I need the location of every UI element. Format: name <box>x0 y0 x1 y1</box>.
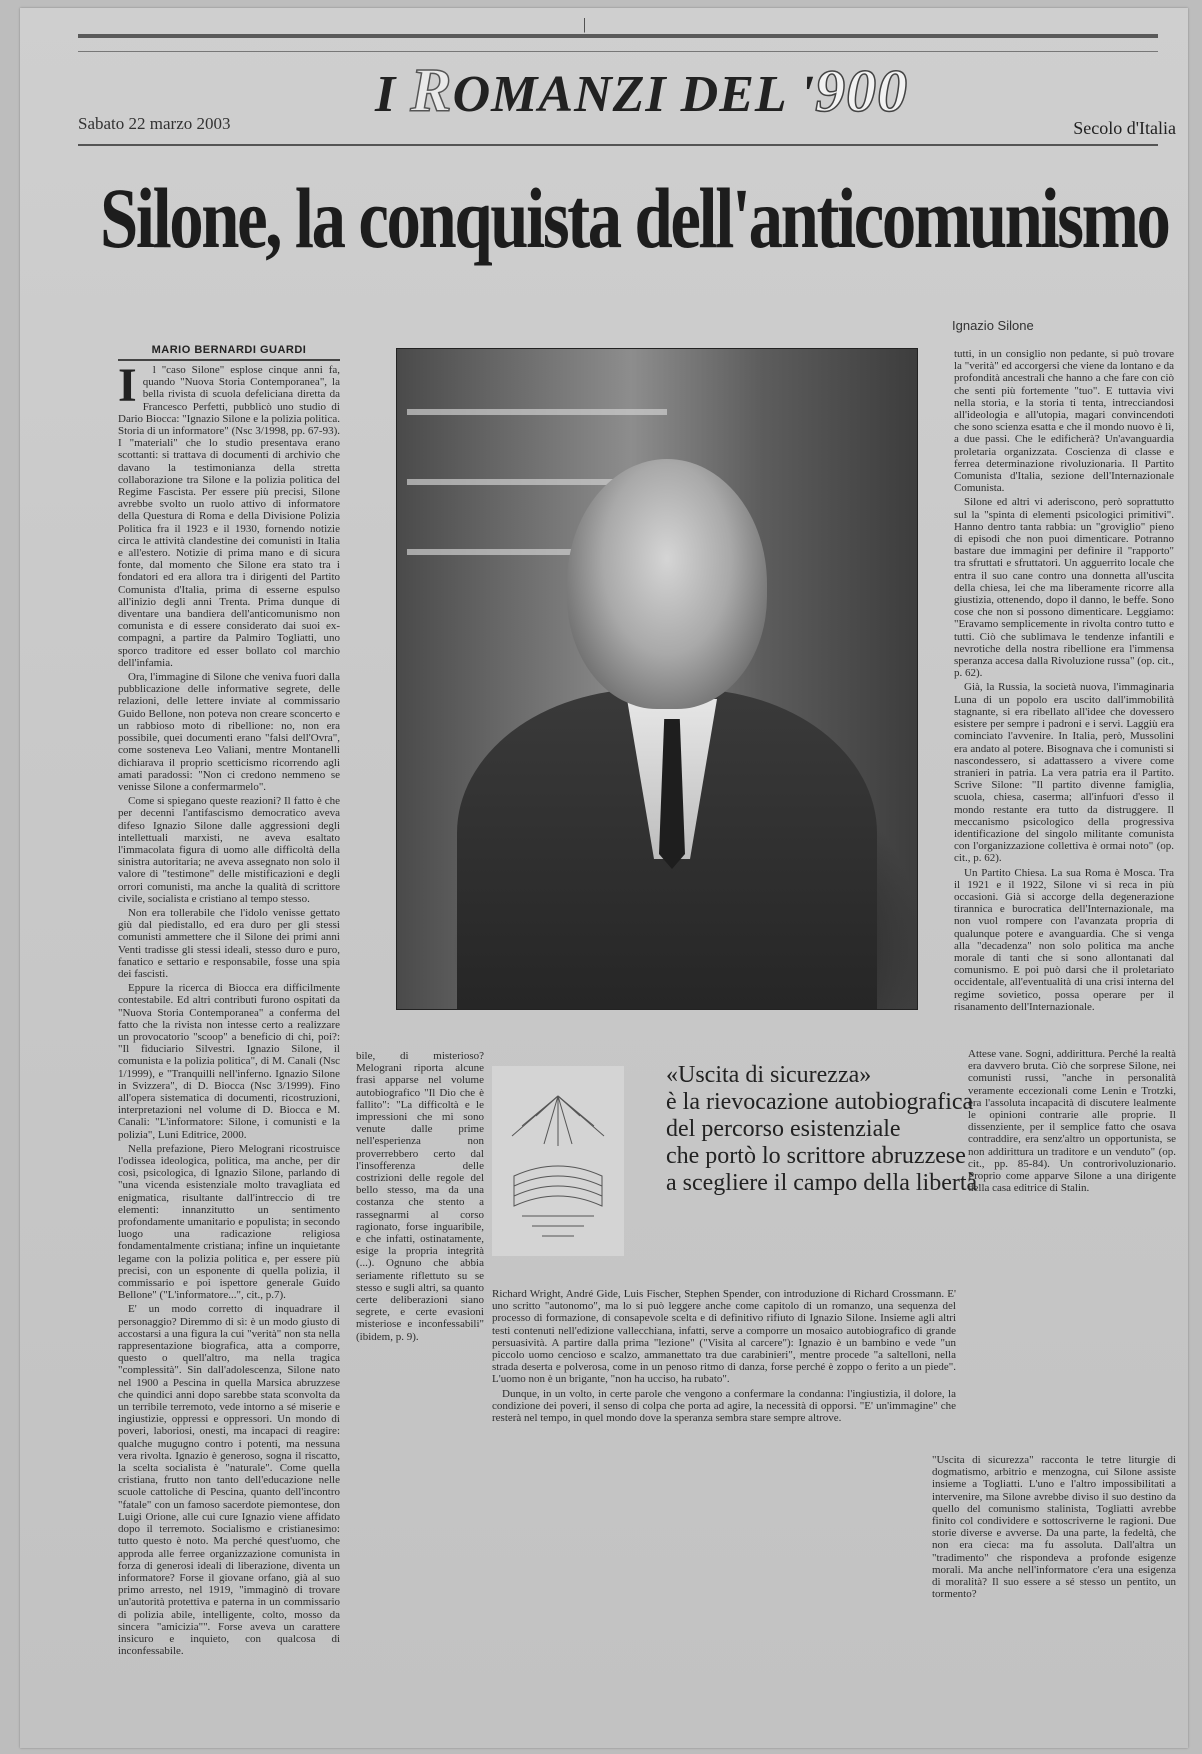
paragraph: Silone ed altri vi aderiscono, però soprattutto sul la "spinta di elementi psicologici primitivi". Hanno dentro tanta rabbia: un "groviglio" pieno di episodi che non puoi dimenticare. Potranno bastare due immagini per definire il "rapporto" tra sfruttati e sfruttatori. Un agguerrito locale che entra il suo cane contro una donnetta all'uscita della chiesa, lei che ma liberamente ricorre alla giustizia, ottenendo, dopo il danno, le beffe. Sono cose che non si possono dimenticare. Leggiamo: "Eravamo semplicemente in rivolta contro tutto e tutti. Ciò che sublimava le tendenze infantili e nevrotiche della nostra ribellione era l'immensa speranza accesa dalla Rivoluzione russa" (op. cit., p. 62). <box>954 496 1174 680</box>
paragraph: Non era tollerabile che l'idolo venisse gettato giù dal piedistallo, ed era duro per gli stessi comunisti ammettere che il Silone dei primi anni Venti tradisse gli stessi ideali, stesso duro e puro, fanatico e settario e responsabile, fosse una spia dei fascisti. <box>118 906 340 980</box>
text-column-2 <box>356 1050 484 1748</box>
paragraph: Un Partito Chiesa. La sua Roma è Mosca. Tra il 1921 e il 1922, Silone vi si reca in più occasioni. Già si accorge della degenerazione tirannica e burocratica dell'Internazionale, ma non vuol rompere con l'avanzata propria di qualunque potere e avanguardia. Che si venga alla "decadenza" non solo politica ma anche morale di tanti che si sono allontanati dal comunismo. E poi può darsi che il proletariato occidentale, all'eventualità di una crisi interna del regime sovietico, possa operare per il risanamento dell'Internazionale. <box>954 866 1174 1013</box>
header-rule <box>78 144 1158 146</box>
paragraph: Come si spiegano queste reazioni? Il fatto è che per decenni l'antifascismo democratico aveva difeso Ignazio Silone dalle aggressioni degli intellettuali marxisti, ne aveva esaltato l'immacolata figura di uomo alle difficoltà della sinistra autoritaria; ne aveva assegnato non solo il valore di "testimone" delle mistificazioni e degli orrori comunisti, ma anche la qualità di scrittore civile, socialista e cristiano al tempo stesso. <box>118 795 340 905</box>
text-column-1 <box>118 364 340 1744</box>
issue-date: Sabato 22 marzo 2003 <box>78 114 231 133</box>
text-column-4 <box>968 1048 1176 1458</box>
masthead-number: 900 <box>815 58 909 124</box>
pull-quote <box>666 1062 986 1197</box>
pull-quote-line: è la rievocazione autobiografica <box>666 1089 974 1115</box>
text-column-5 <box>492 1288 956 1748</box>
portrait-head <box>567 459 767 709</box>
book-illustration <box>492 1066 624 1256</box>
paragraph: tutti, in un consiglio non pedante, si può trovare la "verità" ed accorgersi che viene da lontano e da profondità ancestrali che hanno a che fare con ciò che senti più fortemente "tuo". E tuttavia vivi nella storia, e la storia ti tenta, intrecciandosi all'ideologia e all'utopia, magari convincendoti che sono scienza esatta e che il mondo nuovo è lì, a due passi. Che le edificherà? Un'avanguardia proletaria organizzata. Coscienza di classe e ferrea determinazione rivoluzionaria. Il Partito Comunista d'Italia, sezione dell'Internazionale Comunista. <box>954 348 1174 495</box>
paragraph: Ora, l'immagine di Silone che veniva fuori dalla pubblicazione delle informative segrete, delle relazioni, delle lettere inviate al commissario Guido Bellone, non poteva non creare sconcerto e un rabbioso moto di ribellione: no, non era possibile, quei documenti erano "falsi dell'Ovra", come sosteneva Leo Valiani, mentre Montanelli dichiarava il proprio scetticismo ricorrendo agli amati paradossi: "Non ci credono nemmeno se venisse Silone a confermarmelo". <box>118 671 340 793</box>
paragraph: bile, di misterioso? Melograni riporta alcune frasi apparse nel volume autobiografico "Il Dio che è fallito": "La difficoltà e le impressioni che mi sono venute dalle prime nell'esperienza non proverrebbero certo dal l'insofferenza delle costrizioni delle regole del bello stesso, ma da una costanza che stento a rassegnarmi al corso ragionato, forse inguaribile, e che infatti, ostinatamente, esige la propria integrità (...). Ognuno che abbia seriamente riflettuto su se stesso e sugli altri, sa quanto certe deliberazioni siano segrete, e certe evasioni misteriose e inconfessabili" (ibidem, p. 9). <box>356 1050 484 1343</box>
newspaper-page <box>20 8 1188 1748</box>
pull-quote-line: che portò lo scrittore abruzzese <box>666 1143 966 1169</box>
section-masthead <box>375 56 909 126</box>
byline: MARIO BERNARDI GUARDI <box>118 344 340 361</box>
paragraph: Eppure la ricerca di Biocca era difficilmente contestabile. Ed altri contributi furono ospitati da "Nuova Storia Contemporanea" a conferma del fatto che la rivista non intesse certo a realizzare un provocatorio "scoop" a beneficio di chi, poi?: "Il fiduciario Silvestri. Ignazio Silone, il comunista e la polizia politica", di M. Canali (Nsc 1/1999), e "Tranquilli nell'inferno. Ignazio Silone in Svizzera", di D. Biocca (Nsc 3/1999). Fino all'opera sistematica di documenti, ricostruzioni, interpretazioni nel volume di D. Biocca e M. Canali: "L'informatore: Silone, i comunisti e la polizia", Luni Editrice, 2000. <box>118 982 340 1141</box>
masthead-prefix: I <box>375 66 411 123</box>
text-column-6 <box>932 1454 1176 1744</box>
newspaper-name: Secolo d'Italia <box>1073 118 1176 138</box>
pull-quote-line: «Uscita di sicurezza» <box>666 1062 872 1088</box>
crop-mark: | <box>583 16 587 33</box>
text-column-3 <box>954 348 1174 1048</box>
article-headline: Silone, la conquista dell'anticomunismo <box>100 170 1169 266</box>
paragraph: l "caso Silone" esplose cinque anni fa, quando "Nuova Storia Contemporanea", la bella rivista di scuola defeliciana diretta da Francesco Perfetti, pubblicò uno studio di Dario Biocca: "Ignazio Silone e la polizia politica. Storia di un informatore" (Nsc 3/1998, pp. 67-93). I "materiali" che lo studio presentava erano scottanti: si trattava di documenti di archivio che davano la testimonianza della stretta collaborazione tra Silone e la polizia politica del Regime Fascista. Per essere più precisi, Silone avrebbe svolto un ruolo attivo di informatore della Questura di Roma e della Divisione Polizia Politica fra il 1923 e il 1930, fornendo notizie circa le attività clandestine dei comunisti in Italia e all'estero. Notizie di prima mano e di sicura fonte, dal momento che Silone era stato tra i fondatori ed era allora tra i dirigenti del Partito Comunista d'Italia, prima di esserne espulso all'inizio degli anni Trenta. Prima dunque di diventare una bandiera dell'anticomunismo non comunista e di essere considerato dai suoi ex-compagni, a partire da Palmiro Togliatti, uno sporco traditore ed esser bollato col marchio dell'infamia. <box>118 364 340 669</box>
paragraph: E' un modo corretto di inquadrare il personaggio? Diremmo di sì: è un modo giusto di accostarsi a una figura la cui "verità" non sta nella rappresentazione biografica, atta a comporre, questo o quell'altro, ma nella tragica "complessità". Sin dall'adolescenza, Silone nato nel 1900 a Pescina in quella Marsica abruzzese che quindici anni dopo sarebbe stata sconvolta da un terribile terremoto, vede intorno a sé miserie e ingiustizie, oppressi e oppressori. Un mondo di poveri, laboriosi, onesti, ma incapaci di reagire: qualche mugugno contro i potenti, ma nessuna vera rivolta. Ignazio è generoso, sogna il riscatto, la scelta socialista è "naturale". Come quella cristiana, frutto non tanto dell'educazione nelle scuole cattoliche di Pescina, quanto dell'incontro "fatale" con un famoso sacerdote piemontese, don Luigi Orione, alle cui cure Ignazio viene affidato dopo il terremoto. Socialismo e cristianesimo: tutto questo è noto. Ma perché quest'uomo, che approda alle ferree organizzazione comunista in forza di generosi ideali di liberazione, diventa un informatore? Forse il giovane orfano, già al suo primo arresto, nel 1919, "immaginò di trovare un'autorità protettiva e paterna in un commissario di polizia abile, intelligente, colto, mosso da sincera "amicizia"". Forse aveva un carattere insicuro e inquieto, con qualcosa di inconfessabile. <box>118 1303 340 1658</box>
paragraph: Richard Wright, André Gide, Luis Fischer, Stephen Spender, con introduzione di Richard Crossmann. E' uno scritto "autonomo", ma lo si può leggere anche come capitolo di un romanzo, una sequenza del processo di formazione, di consapevole scelta e di definitivo rifiuto di Ignazio Silone. Insieme agli altri testi contenuti nell'edizione vallecchiana, infatti, serve a comporre un mosaico autobiografico di grande persuasività. A partire dalla prima "lezione" ("Visita al carcere"): Ignazio è un bambino e vede "un piccolo uomo cencioso e scalzo, ammanettato tra due carabinieri", mentre procede "a saltelloni, nella strada deserta e polverosa, come in un penoso ritmo di danza, forse perché è zoppo o ferito a un piede". L'uomo non è un brigante, "non ha ucciso, ha rubato". <box>492 1288 956 1386</box>
pull-quote-line: a scegliere il campo della libertà <box>666 1170 978 1196</box>
paragraph: Nella prefazione, Piero Melograni ricostruisce l'odissea ideologica, politica, ma anche, per dir così, psicologica, di Ignazio Silone, parlando di "una vicenda esistenziale molto travagliata ed enigmatica, risultante dall'intreccio di tre elementi: innanzitutto un sentimento profondamente umanitario e populista; in secondo luogo una radicazione religiosa fondamentalmente cristiana; infine un inquietante legame con la polizia politica e, per essere più precisi, con un esponente di quella polizia, il commissario e poi ispettore generale Guido Bellone" ("L'informatore...", cit., p.7). <box>118 1142 340 1302</box>
top-thin-rule <box>78 51 1158 52</box>
paragraph: "Uscita di sicurezza" racconta le tetre liturgie di dogmatismo, arbitrio e menzogna, cui Silone assiste insieme a Togliatti. L'uno e l'altro impossibilitati a intervenire, ma Silone avrebbe diviso il suo destino da quello del comunismo stalinista, Togliatti avrebbe finito col condividere e sottoscriverne le ragioni. Due storie diverse e avverse. Da una parte, la fedeltà, che non era cieca: ma fu assoluta. Dall'altra un "tradimento" che rispondeva a profonde esigenze morali. Ma anche nell'informatore c'era una esigenza di moralità? Il suo essere a sé stesso un pentito, un tormento? <box>932 1454 1176 1601</box>
portrait-photo <box>396 348 918 1010</box>
drop-cap: I <box>118 364 137 412</box>
paragraph: Dunque, in un volto, in certe parole che vengono a confermare la condanna: l'ingiustizia, il dolore, la condizione dei poveri, il senso di colpa che porta ad agire, la necessità di opporsi. "E' un'immagine" che resterà nel tempo, in quel mondo dove la speranza sembra stare sempre altrove. <box>492 1387 956 1425</box>
masthead-big-letter: R <box>410 57 453 125</box>
paragraph: Già, la Russia, la società nuova, l'immaginaria Luna di un popolo era uscito dall'immobilità stagnante, si era ribellato all'idee che dovessero esistere per sempre i padroni e i servi. Laggiù era cominciato l'avvenire. In Italia, però, Mussolini era andato al potere. Bisognava che i comunisti si nascondessero, si adattassero a vivere come stranieri in patria. La vera patria era il Partito. Scrive Silone: "Il partito divenne famiglia, scuola, chiesa, caserma; all'infuori d'esso il mondo restante era tutto da distruggere. Il meccanismo psicologico della progressiva identificazione del singolo militante comunista con l'organizzazione collettiva è ormai noto" (op. cit., p. 62). <box>954 681 1174 865</box>
photo-caption: Ignazio Silone <box>952 318 1034 333</box>
pull-quote-line: del percorso esistenziale <box>666 1116 901 1142</box>
masthead-title: OMANZI DEL ' <box>452 66 816 123</box>
top-rule <box>78 34 1158 38</box>
bookshelf <box>407 409 667 415</box>
paragraph: Attese vane. Sogni, addirittura. Perché la realtà era davvero bruta. Ciò che sorprese Silone, nei comunisti russi, "anche in personalità veramente eccezionali come Lenin e Trotzki, era l'assoluta incapacità di discutere lealmente le opinioni contrarie alle proprie. Il dissenziente, per il semplice fatto che osava contraddire, era senz'altro un opportunista, se non addirittura un traditore e un venduto" (op. cit., pp. 85-84). Un controrivoluzionario. Proprio come apparve Silone a una dirigente della casa editrice di Stalin. <box>968 1048 1176 1195</box>
